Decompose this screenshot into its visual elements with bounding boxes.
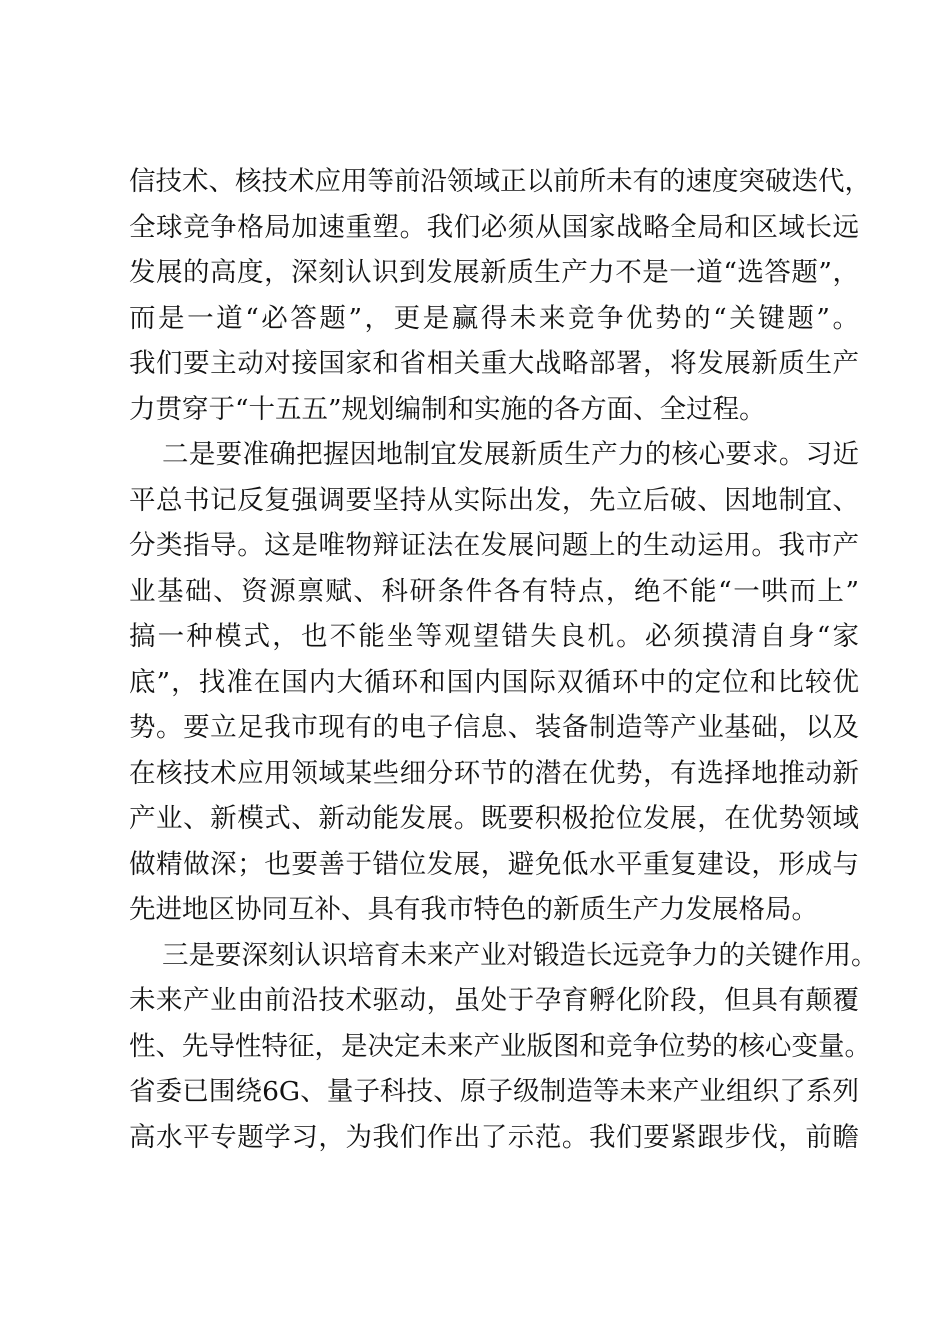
text-line: 省委已围绕6G、量子科技、原子级制造等未来产业组织了系列: [129, 1076, 859, 1107]
text-line: 先进地区协同互补、具有我市特色的新质生产力发展格局。: [129, 894, 818, 925]
text-line: 高水平专题学习，为我们作出了示范。我们要紧跟步伐，前瞻: [129, 1121, 859, 1153]
text-line: 搞一种模式，也不能坐等观望错失良机。必须摸清自身“家: [129, 621, 859, 652]
text-line: 全球竞争格局加速重塑。我们必须从国家战略全局和区域长远: [129, 211, 859, 243]
text-line: 发展的高度，深刻认识到发展新质生产力不是一道“选答题”，: [129, 257, 859, 288]
text-line: 产业、新模式、新动能发展。既要积极抢位发展，在优势领域: [129, 803, 859, 834]
text-line: 底”，找准在国内大循环和国内国际双循环中的定位和比较优: [129, 666, 859, 698]
text-line: 平总书记反复强调要坚持从实际出发，先立后破、因地制宜、: [129, 484, 859, 516]
text-line: 信技术、核技术应用等前沿领域正以前所未有的速度突破迭代，: [129, 166, 871, 197]
text-line: 我们要主动对接国家和省相关重大战略部署，将发展新质生产: [129, 348, 859, 379]
text-line: 而是一道“必答题”，更是赢得未来竞争优势的“关键题”。: [129, 302, 859, 334]
text-line: 分类指导。这是唯物辩证法在发展问题上的生动运用。我市产: [129, 530, 859, 561]
text-line: 性、先导性特征，是决定未来产业版图和竞争位势的核心变量。: [129, 1030, 871, 1062]
body-text: [129, 159, 878, 1160]
text-line: 做精做深；也要善于错位发展，避免低水平重复建设，形成与: [129, 848, 859, 880]
text-line: 未来产业由前沿技术驱动，虽处于孕育孵化阶段，但具有颠覆: [129, 985, 859, 1016]
paragraph-start-line: 三是要深刻认识培育未来产业对锻造长远竞争力的关键作用。: [162, 939, 878, 971]
text-line: 在核技术应用领域某些细分环节的潜在优势，有选择地推动新: [129, 757, 859, 789]
text-line: 势。要立足我市现有的电子信息、装备制造等产业基础，以及: [129, 712, 859, 743]
text-line: 业基础、资源禀赋、科研条件各有特点，绝不能“一哄而上”: [129, 575, 859, 607]
paragraph-start-line: 二是要准确把握因地制宜发展新质生产力的核心要求。习近: [162, 439, 859, 470]
text-line: 力贯穿于“十五五”规划编制和实施的各方面、全过程。: [129, 393, 766, 425]
